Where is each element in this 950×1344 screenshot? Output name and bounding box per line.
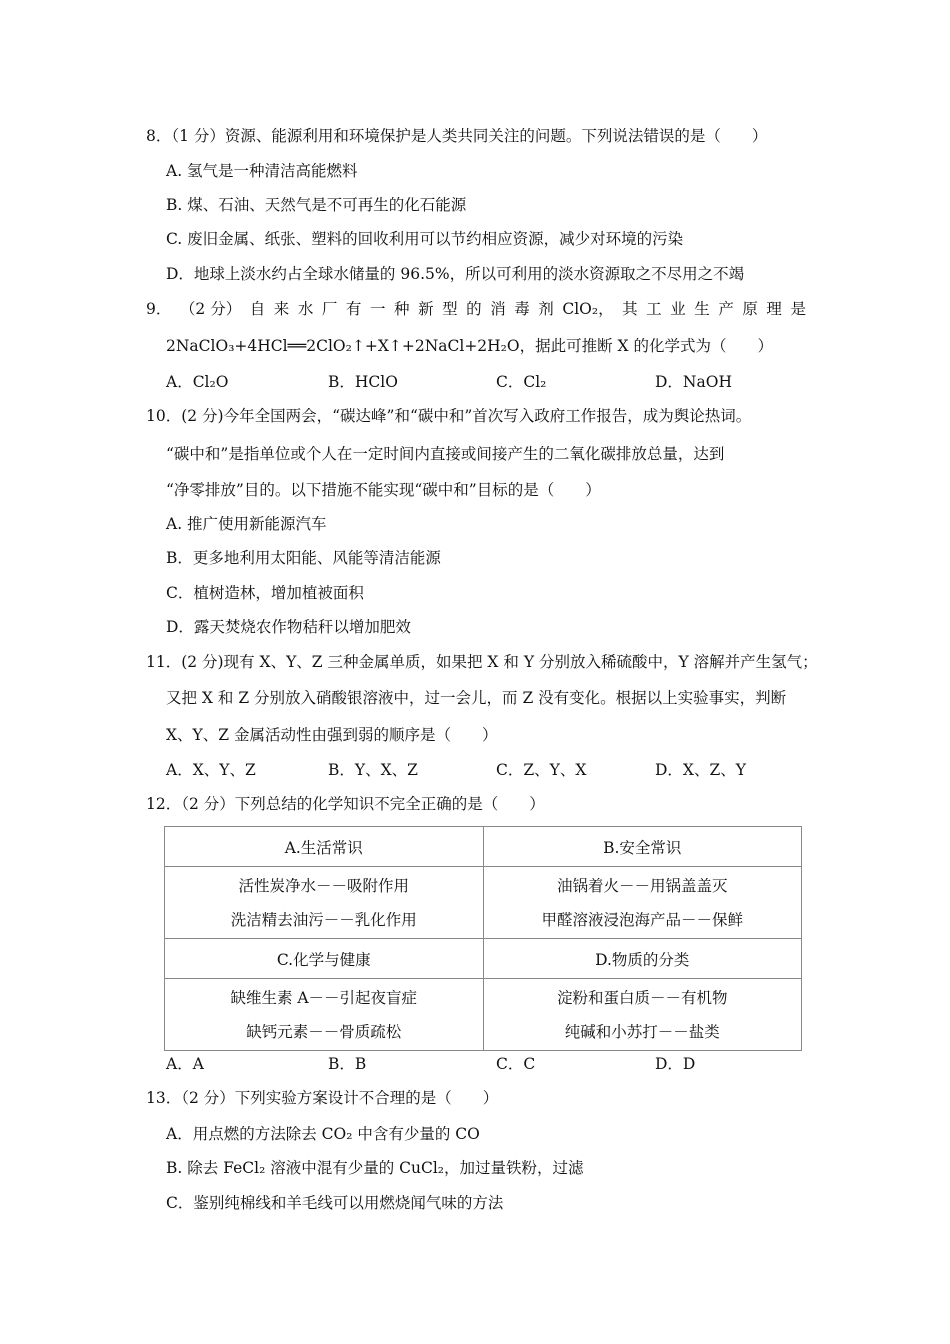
q12-stem: 12．（2 分）下列总结的化学知识不完全正确的是（ ）	[146, 795, 545, 813]
table-cell-d: 淀粉和蛋白质－－有机物 纯碱和小苏打－－盐类	[483, 979, 802, 1051]
q12-knowledge-table	[164, 826, 802, 1051]
q9-equation: 2NaClO₃+4HCl══2ClO₂↑+X↑+2NaCl+2H₂O，据此可推断 X 的化学式为（ ）	[166, 337, 773, 355]
q12-option-a: A．A	[166, 1055, 204, 1073]
q9-option-d: D．NaOH	[655, 373, 732, 391]
q12-option-b: B．B	[328, 1055, 367, 1073]
q11-line-3: X、Y、Z 金属活动性由强到弱的顺序是（ ）	[166, 726, 498, 744]
q9-stem: 9． （2 分） 自 来 水 厂 有 一 种 新 型 的 消 毒 剂 ClO₂， 其 工 业 生 产 原 理 是	[146, 300, 806, 318]
q13-option-c: C．鉴别纯棉线和羊毛线可以用燃烧闻气味的方法	[166, 1194, 504, 1212]
q11-option-b: B．Y、X、Z	[328, 761, 418, 779]
q10-line-2: “碳中和”是指单位或个人在一定时间内直接或间接产生的二氧化碳排放总量，达到	[166, 445, 725, 463]
q11-option-d: D．X、Z、Y	[655, 761, 746, 779]
q8-option-c: C. 废旧金属、纸张、塑料的回收利用可以节约相应资源，减少对环境的污染	[166, 230, 684, 248]
q9-option-b: B．HClO	[328, 373, 398, 391]
table-head-a: A.生活常识	[165, 827, 484, 867]
q13-option-b: B. 除去 FeCl₂ 溶液中混有少量的 CuCl₂，加过量铁粉，过滤	[166, 1159, 584, 1177]
q9-option-c: C．Cl₂	[496, 373, 547, 391]
q10-line-3: “净零排放”目的。以下措施不能实现“碳中和”目标的是（ ）	[166, 481, 601, 499]
q8-option-a: A. 氢气是一种清洁高能燃料	[166, 162, 358, 180]
q11-line-1: 11．(2 分)现有 X、Y、Z 三种金属单质，如果把 X 和 Y 分别放入稀硫酸中，Y 溶解并产生氢气；	[146, 653, 818, 671]
q8-option-d: D．地球上淡水约占全球水储量的 96.5%，所以可利用的淡水资源取之不尽用之不竭	[166, 265, 745, 283]
q8-option-b: B. 煤、石油、天然气是不可再生的化石能源	[166, 196, 467, 214]
q11-option-c: C．Z、Y、X	[496, 761, 587, 779]
table-head-d: D.物质的分类	[483, 939, 802, 979]
q8-stem: 8．（1 分）资源、能源利用和环境保护是人类共同关注的问题。下列说法错误的是（ ）	[146, 127, 768, 145]
q11-line-2: 又把 X 和 Z 分别放入硝酸银溶液中，过一会儿，而 Z 没有变化。根据以上实验事实，判断	[166, 689, 787, 707]
q9-option-a: A．Cl₂O	[166, 373, 229, 391]
table-cell-c: 缺维生素 A－－引起夜盲症 缺钙元素－－骨质疏松	[165, 979, 484, 1051]
table-head-c: C.化学与健康	[165, 939, 484, 979]
table-cell-b: 油锅着火－－用锅盖盖灭 甲醛溶液浸泡海产品－－保鲜	[483, 867, 802, 939]
q12-option-d: D．D	[655, 1055, 696, 1073]
q10-line-1: 10．(2 分)今年全国两会，“碳达峰”和“碳中和”首次写入政府工作报告，成为舆论热词。	[146, 407, 752, 425]
q10-option-d: D．露天焚烧农作物秸秆以增加肥效	[166, 618, 411, 636]
q11-option-a: A．X、Y、Z	[166, 761, 256, 779]
q10-option-c: C．植树造林，增加植被面积	[166, 584, 364, 602]
q12-option-c: C．C	[496, 1055, 536, 1073]
q10-option-b: B．更多地利用太阳能、风能等清洁能源	[166, 549, 441, 567]
q13-stem: 13．（2 分）下列实验方案设计不合理的是（ ）	[146, 1089, 499, 1107]
table-head-b: B.安全常识	[483, 827, 802, 867]
table-cell-a: 活性炭净水－－吸附作用 洗洁精去油污－－乳化作用	[165, 867, 484, 939]
q10-option-a: A. 推广使用新能源汽车	[166, 515, 327, 533]
q13-option-a: A．用点燃的方法除去 CO₂ 中含有少量的 CO	[166, 1125, 480, 1143]
